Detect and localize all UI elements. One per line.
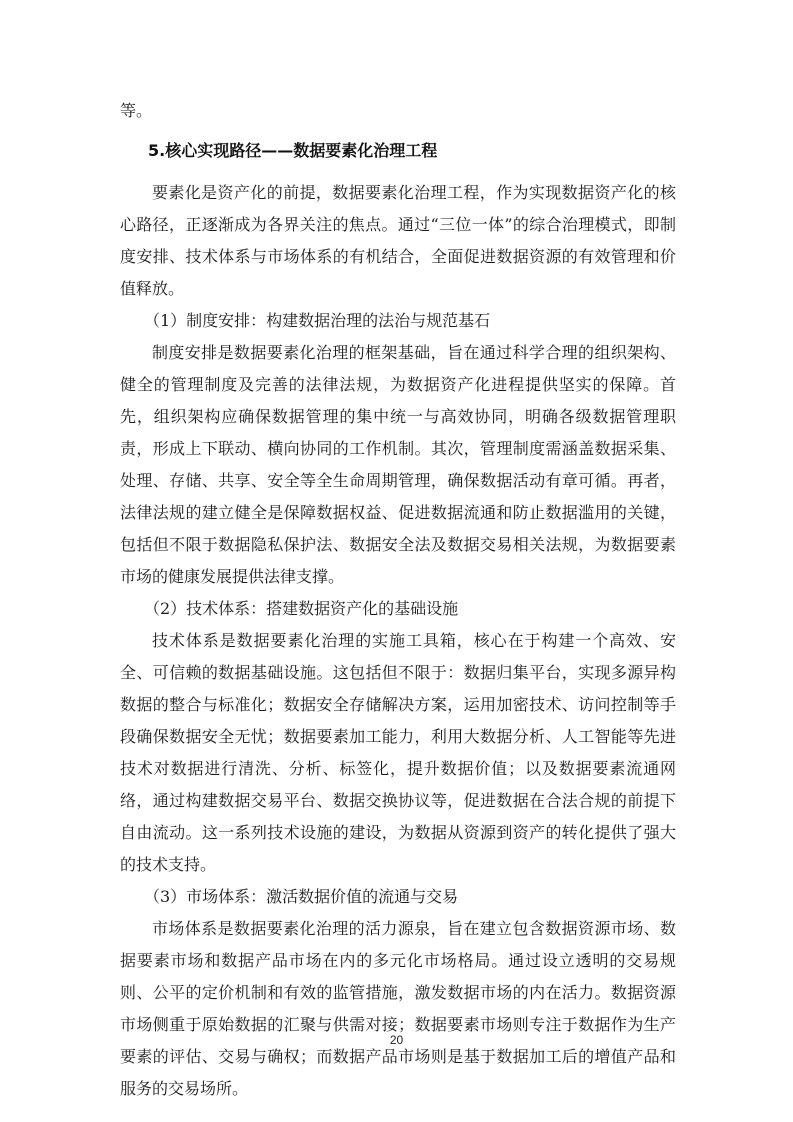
page-number: 20	[389, 1033, 404, 1047]
page-body	[120, 95, 676, 1105]
subsection-heading-3: （3）市场体系：激活数据价值的流通与交易	[144, 887, 459, 906]
subsection-heading-1: （1）制度安排：构建数据治理的法治与规范基石	[144, 311, 491, 330]
continuation-text: 等。	[120, 101, 153, 120]
section-intro-paragraph: 要素化是资产化的前提，数据要素化治理工程，作为实现数据资产化的核心路径，正逐渐成为各界关注的焦点。通过“三位一体”的综合治理模式，即制度安排、技术体系与市场体系的有机结合，全面促进数据资源的有效管理和价值释放。	[120, 183, 676, 298]
section-heading: 5.核心实现路径——数据要素化治理工程	[148, 141, 438, 160]
subsection-heading-2: （2）技术体系：搭建数据资产化的基础设施	[144, 599, 459, 618]
subsection-body-1: 制度安排是数据要素化治理的框架基础，旨在通过科学合理的组织架构、健全的管理制度及完善的法律法规，为数据资产化进程提供坚实的保障。首先，组织架构应确保数据管理的集中统一与高效协同，明确各级数据管理职责，形成上下联动、横向协同的工作机制。其次，管理制度需涵盖数据采集、处理、存储、共享、安全等全生命周期管理，确保数据活动有章可循。再者，法律法规的建立健全是保障数据权益、促进数据流通和防止数据滥用的关键，包括但不限于数据隐私保护法、数据安全法及数据交易相关法规，为数据要素市场的健康发展提供法律支撑。	[120, 343, 676, 586]
subsection-body-3: 市场体系是数据要素化治理的活力源泉，旨在建立包含数据资源市场、数据要素市场和数据产品市场在内的多元化市场格局。通过设立透明的交易规则、公平的定价机制和有效的监管措施，激发数据市场的内在活力。数据资源市场侧重于原始数据的汇聚与供需对接；数据要素市场则专注于数据作为生产要素的评估、交易与确权；而数据产品市场则是基于数据加工后的增值产品和服务的交易场所。	[120, 919, 676, 1098]
subsection-body-2: 技术体系是数据要素化治理的实施工具箱，核心在于构建一个高效、安全、可信赖的数据基础设施。这包括但不限于：数据归集平台，实现多源异构数据的整合与标准化；数据安全存储解决方案，运用加密技术、访问控制等手段确保数据安全无忧；数据要素加工能力，利用大数据分析、人工智能等先进技术对数据进行清洗、分析、标签化，提升数据价值；以及数据要素流通网络，通过构建数据交易平台、数据交换协议等，促进数据在合法合规的前提下自由流动。这一系列技术设施的建设，为数据从资源到资产的转化提供了强大的技术支持。	[120, 631, 676, 874]
